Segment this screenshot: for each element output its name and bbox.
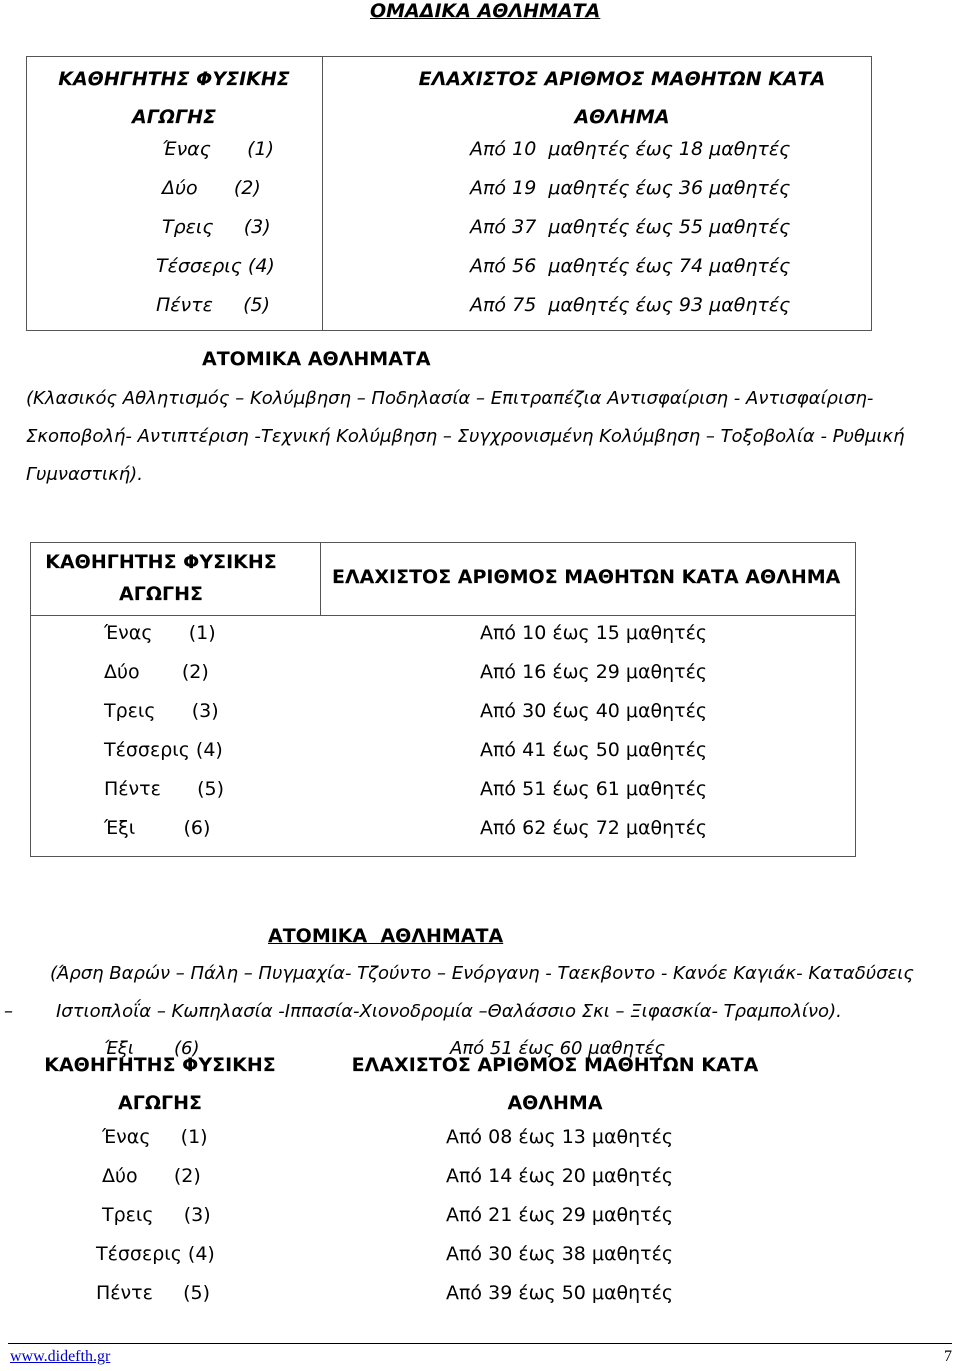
table-2-header-teacher [30,546,292,610]
table-3-header-students-line2: ΑΘΛΗΜΑ [507,1092,603,1114]
table-1-header-students-line1: ΕΛΑΧΙΣΤΟΣ ΑΡΙΘΜΟΣ ΜΑΘΗΤΩΝ ΚΑΤΑ [418,68,826,90]
table-2-row-teacher: Ένας (1) [104,622,216,644]
table-3-overlap-students: Από 51 έως 60 μαθητές [450,1038,666,1059]
table-row [30,735,856,774]
table-2-row-students: Από 51 έως 61 μαθητές [480,778,708,800]
table-2-header-rule [30,615,856,616]
section-3-line-1: (Άρση Βαρών – Πάλη – Πυγμαχία- Τζούντο – Ενόργανη - Ταεκβοντο - Κανόε Καγιάκ- Καταδύσεις [50,963,914,984]
table-3-row-teacher: Ένας (1) [102,1126,208,1148]
footer-rule [8,1343,952,1344]
table-1-row-students: Από 75 μαθητές έως 93 μαθητές [470,294,791,316]
table-row [30,1239,856,1278]
section-2-line-1: (Κλασικός Αθλητισμός – Κολύμβηση – Ποδηλασία – Επιτραπέζια Αντισφαίριση - Αντισφαίριση- [26,388,874,409]
table-2-row-students: Από 30 έως 40 μαθητές [480,700,708,722]
table-1-row-students: Από 19 μαθητές έως 36 μαθητές [470,177,791,199]
table-2-body [30,618,856,852]
section-3-dash: – [4,1001,13,1022]
table-2-row-teacher: Τρεις (3) [104,700,219,722]
table-1-row-teacher: Δύο (2) [162,177,261,199]
table-3-header-students [340,1046,770,1122]
table-3-header-teacher-line1: ΚΑΘΗΓΗΤΗΣ ΦΥΣΙΚΗΣ [44,1054,276,1076]
table-row [26,212,872,251]
table-3-row-teacher: Τέσσερις (4) [96,1243,215,1265]
table-3-row-teacher: Πέντε (5) [96,1282,210,1304]
table-2-divider [320,542,321,616]
table-1-header-students-line2: ΑΘΛΗΜΑ [574,106,670,128]
table-3-row-teacher: Τρεις (3) [102,1204,211,1226]
section-2-paragraph [26,380,946,494]
table-2-row-students: Από 62 έως 72 μαθητές [480,817,708,839]
table-1-header-teacher-line1: ΚΑΘΗΓΗΤΗΣ ΦΥΣΙΚΗΣ [58,68,290,90]
page-number: 7 [944,1348,952,1365]
table-3-row-students: Από 30 έως 38 μαθητές [446,1243,674,1265]
section-2-title: ΑΤΟΜΙΚΑ ΑΘΛΗΜΑΤΑ [202,348,431,370]
table-3-header-teacher [30,1046,290,1122]
table-1-row-students: Από 56 μαθητές έως 74 μαθητές [470,255,791,277]
table-2-header-teacher-line2: ΑΓΩΓΗΣ [119,583,203,605]
table-row [30,1278,856,1317]
table-1-header-teacher [26,60,322,136]
table-row [30,1200,856,1239]
table-2-row-students: Από 16 έως 29 μαθητές [480,661,708,683]
table-3-row-students: Από 21 έως 29 μαθητές [446,1204,674,1226]
table-1-row-students: Από 37 μαθητές έως 55 μαθητές [470,216,791,238]
table-2-row-students: Από 41 έως 50 μαθητές [480,739,708,761]
section-2-line-3: Γυμναστική). [26,464,143,485]
table-1-row-teacher: Πέντε (5) [156,294,270,316]
table-2-header-students: ΕΛΑΧΙΣΤΟΣ ΑΡΙΘΜΟΣ ΜΑΘΗΤΩΝ ΚΑΤΑ ΑΘΛΗΜΑ [332,566,841,588]
footer-link[interactable]: www.didefth.gr [10,1348,111,1365]
section-3-paragraph [0,955,960,1031]
table-3-row-students: Από 08 έως 13 μαθητές [446,1126,674,1148]
table-3-row-students: Από 14 έως 20 μαθητές [446,1165,674,1187]
table-2-header-teacher-line1: ΚΑΘΗΓΗΤΗΣ ΦΥΣΙΚΗΣ [45,551,277,573]
table-row [26,173,872,212]
section-3-line-2-text: Ιστιοπλοΐα – Κωπηλασία -Ιππασία-Χιονοδρομία –Θαλάσσιο Σκι – Ξιφασκία- Τραμπολίνο). [56,1001,842,1022]
table-1-row-students: Από 10 μαθητές έως 18 μαθητές [470,138,791,160]
table-2-row-teacher: Πέντε (5) [104,778,225,800]
table-3-header-students-line1: ΕΛΑΧΙΣΤΟΣ ΑΡΙΘΜΟΣ ΜΑΘΗΤΩΝ ΚΑΤΑ [351,1054,759,1076]
table-row [30,1122,856,1161]
table-1-header-teacher-line2: ΑΓΩΓΗΣ [132,106,216,128]
table-row [26,251,872,290]
table-row [30,1161,856,1200]
table-3-row-teacher: Δύο (2) [102,1165,201,1187]
table-1-row-teacher: Τέσσερις (4) [156,255,275,277]
table-1-row-teacher: Τρεις (3) [162,216,271,238]
table-row [30,774,856,813]
table-row [26,290,872,329]
table-3-body [30,1122,856,1317]
section-3-title: ΑΤΟΜΙΚΑ ΑΘΛΗΜΑΤΑ [268,925,504,947]
section-2-line-2: Σκοποβολή- Αντιπτέριση -Τεχνική Κολύμβηση – Συγχρονισμένη Κολύμβηση – Τοξοβολία - Ρυθμική [26,426,905,447]
table-2-row-teacher: Τέσσερις (4) [104,739,223,761]
table-2-row-teacher: Έξι (6) [104,817,211,839]
table-row [30,657,856,696]
table-1-body [26,134,872,329]
section-3-line-2 [0,993,960,1031]
table-3-overlap-teacher: Έξι (6) [104,1038,200,1059]
table-1-header-students [322,60,922,136]
table-row [30,618,856,657]
table-row [26,134,872,173]
table-row [30,696,856,735]
table-2-row-students: Από 10 έως 15 μαθητές [480,622,708,644]
table-3-header-teacher-line2: ΑΓΩΓΗΣ [118,1092,202,1114]
table-1-row-teacher: Ένας (1) [162,138,275,160]
page-title: ΟΜΑΔΙΚΑ ΑΘΛΗΜΑΤΑ [370,0,601,22]
table-3-row-students: Από 39 έως 50 μαθητές [446,1282,674,1304]
table-row [30,813,856,852]
table-2-row-teacher: Δύο (2) [104,661,209,683]
